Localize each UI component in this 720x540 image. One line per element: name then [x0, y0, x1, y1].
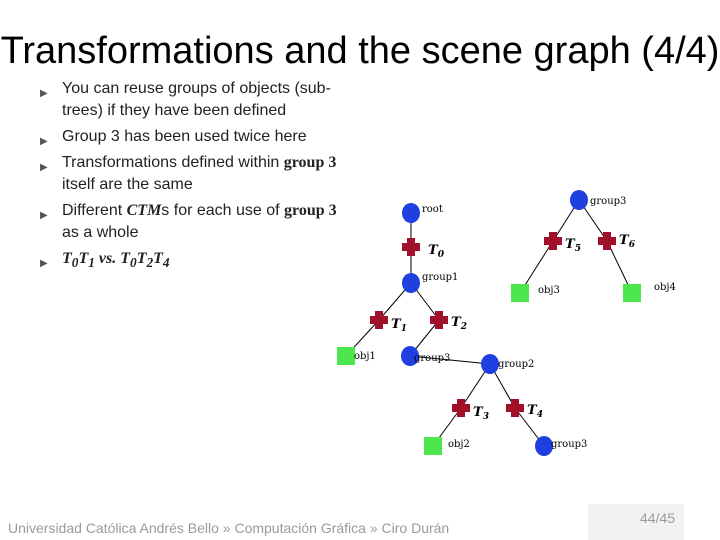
node-T0	[402, 238, 445, 260]
bullet-text: T	[136, 250, 147, 267]
node-group3_mid	[401, 346, 450, 366]
node-T4	[506, 399, 543, 420]
node-group3_bot	[535, 436, 587, 456]
transform-letter: T	[619, 233, 629, 248]
node-label: obj3	[538, 285, 560, 296]
bullet-text: as a whole	[62, 224, 139, 241]
object-node-shape	[623, 284, 641, 302]
node-label	[527, 403, 543, 420]
footer-text: Universidad Católica Andrés Bello » Computación Gráfica » Ciro Durán	[8, 520, 450, 536]
node-label: group2	[498, 359, 535, 370]
transform-letter: T	[473, 405, 483, 420]
node-label: group3	[414, 353, 451, 364]
group-node-shape	[402, 273, 420, 293]
bullet-arrow-icon: ▶	[40, 136, 48, 147]
transform-letter: T	[451, 315, 461, 330]
transform-node-shape	[506, 399, 524, 417]
object-node-shape	[511, 284, 529, 302]
bullet-text: 2	[146, 255, 154, 271]
slide-title: Transformations and the scene graph (4/4)	[0, 30, 720, 72]
bullet-text: 4	[162, 255, 170, 271]
group-node-shape	[481, 354, 499, 374]
transform-subscript: 1	[400, 324, 407, 334]
transform-subscript: 2	[460, 322, 467, 332]
node-label	[619, 233, 636, 250]
transform-subscript: 0	[437, 250, 444, 260]
bullet-text: vs.	[94, 250, 121, 267]
node-label: group3	[590, 196, 627, 207]
node-root	[402, 203, 443, 223]
group-node-shape	[570, 190, 588, 210]
bullet-text: CTM	[126, 202, 162, 219]
node-label: group3	[551, 439, 588, 450]
node-obj2	[424, 437, 470, 455]
bullet-text: T	[62, 250, 72, 267]
node-label	[391, 317, 407, 334]
transform-node-shape	[544, 232, 562, 250]
node-T3	[452, 399, 489, 422]
node-label: root	[422, 204, 443, 215]
node-label	[451, 315, 467, 332]
transform-letter: T	[527, 403, 537, 418]
group-node-shape	[402, 203, 420, 223]
bullet-text: T	[78, 250, 89, 267]
transform-letter: T	[428, 243, 438, 258]
transform-node-shape	[452, 399, 470, 417]
bullet-text: Group 3 has been used twice here	[62, 128, 307, 145]
bullet-text: s for each use of	[161, 202, 285, 219]
bullet-text: T	[153, 250, 163, 267]
bullet-text: T	[120, 250, 131, 267]
node-obj4	[623, 282, 676, 302]
node-T5	[544, 232, 581, 254]
transform-subscript: 3	[482, 412, 489, 422]
bullet-text: 0	[130, 255, 137, 271]
object-node-shape	[337, 347, 355, 365]
node-label	[565, 237, 581, 254]
node-T2	[430, 311, 467, 332]
node-obj3	[511, 284, 560, 302]
node-group1	[402, 272, 458, 293]
node-label: obj4	[654, 282, 676, 293]
bullet-text: group 3	[284, 202, 337, 219]
transform-node-shape	[598, 232, 616, 250]
node-label: obj2	[448, 439, 470, 450]
transform-subscript: 6	[628, 240, 635, 250]
transform-letter: T	[391, 317, 401, 332]
node-group2	[481, 354, 534, 374]
transform-subscript: 4	[536, 410, 543, 420]
bullet-text: You can reuse groups of objects (sub-trees) if they have been defined	[62, 80, 331, 119]
transform-letter: T	[565, 237, 575, 252]
bullet-text: 0	[71, 255, 79, 271]
page-number: 44/45	[640, 510, 676, 526]
node-label: group1	[422, 272, 459, 283]
node-T6	[598, 232, 636, 250]
transform-subscript: 5	[574, 244, 581, 254]
object-node-shape	[424, 437, 442, 455]
bullet-arrow-icon: ▶	[40, 88, 48, 99]
node-group3_top	[570, 190, 626, 210]
bullet-text: itself are the same	[62, 176, 193, 193]
bullet-text: Transformations defined within	[62, 154, 284, 171]
node-obj1	[337, 347, 376, 365]
bullet-arrow-icon: ▶	[40, 210, 48, 221]
node-label: obj1	[354, 351, 376, 362]
transform-node-shape	[430, 311, 448, 329]
bullet-text: 1	[88, 255, 95, 271]
bullet-arrow-icon: ▶	[40, 258, 48, 269]
bullet-text: Different	[62, 202, 127, 219]
node-label	[473, 405, 489, 422]
transform-node-shape	[402, 238, 420, 256]
node-label	[428, 243, 445, 260]
bullet-text: group 3	[283, 154, 337, 171]
bullet-arrow-icon: ▶	[40, 162, 48, 173]
node-T1	[370, 311, 407, 334]
